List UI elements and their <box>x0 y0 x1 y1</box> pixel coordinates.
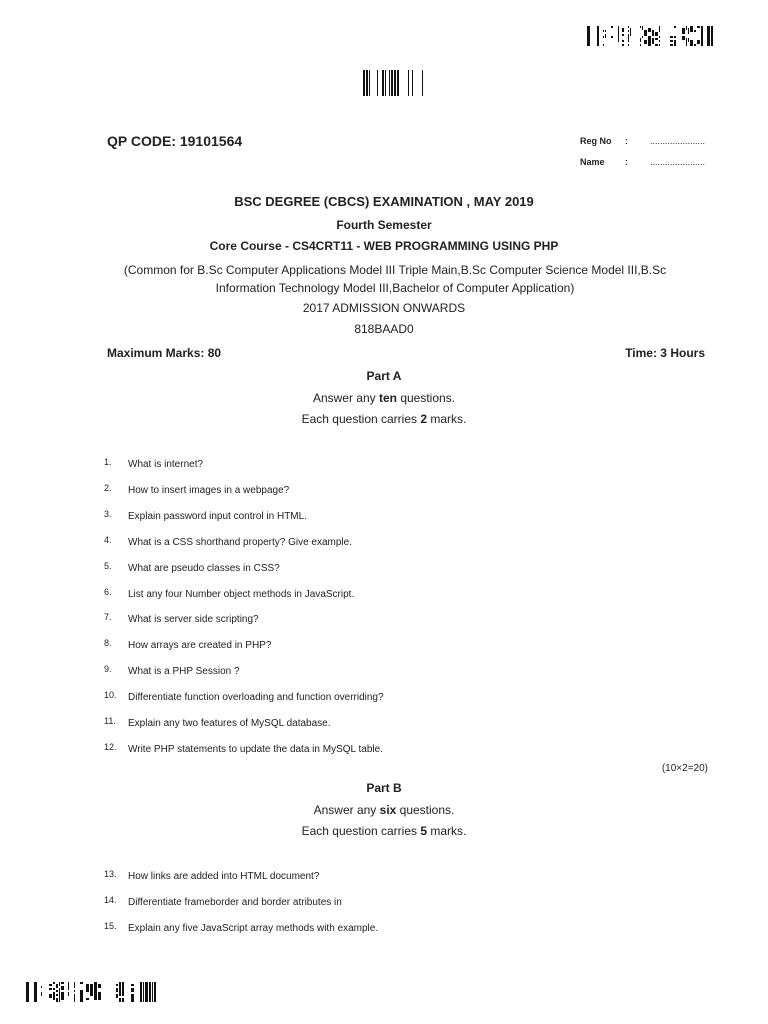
common-note: (Common for B.Sc Computer Applications Model III Triple Main,B.Sc Computer Science Model III,B.Sc Information Technology Model III,Bachelor of Computer Application) <box>123 263 667 295</box>
admission: 2017 ADMISSION ONWARDS <box>302 301 466 315</box>
question-text: How arrays are created in PHP? <box>128 640 272 652</box>
question-number: 15. <box>104 920 117 931</box>
question-text: How links are added into HTML document? <box>128 871 320 882</box>
question-number: 1. <box>104 457 112 467</box>
qp-code: QP CODE: 19101564 <box>107 133 243 149</box>
exam-time: Time: 3 Hours <box>625 346 705 360</box>
question-number: 3. <box>104 508 112 519</box>
max-marks: Maximum Marks: 80 <box>107 346 222 360</box>
name-label: Name <box>580 157 605 167</box>
reg-no-dots: ...................... <box>650 136 706 146</box>
question-text: Differentiate frameborder and border atributes in <box>128 896 342 908</box>
part-b-instruction-2: Each question carries 5 marks. <box>301 824 467 838</box>
question-number: 10. <box>104 690 117 701</box>
question-number: 14. <box>104 894 117 905</box>
question-text: What is a PHP Session ? <box>128 666 240 678</box>
name-colon: : <box>625 157 628 167</box>
barcode-bottom-left <box>26 982 156 1002</box>
question-number: 13. <box>104 869 117 879</box>
semester: Fourth Semester <box>336 218 432 232</box>
barcode-top-right <box>587 26 717 46</box>
question-text: What is internet? <box>128 459 204 470</box>
question-text: What is server side scripting? <box>128 614 259 626</box>
course-title: Core Course - CS4CRT11 - WEB PROGRAMMING USING PHP <box>209 239 559 253</box>
question-number: 9. <box>104 664 112 675</box>
question-number: 11. <box>104 716 116 726</box>
question-number: 2. <box>104 482 112 493</box>
reg-no-colon: : <box>625 136 628 146</box>
part-a-instruction-1: Answer any ten questions. <box>312 391 456 405</box>
question-number: 6. <box>104 586 112 597</box>
question-text: How to insert images in a webpage? <box>128 484 290 496</box>
barcode-top-center <box>353 70 429 96</box>
part-a-heading: Part A <box>366 369 402 383</box>
question-number: 7. <box>104 612 112 623</box>
reg-no-label: Reg No <box>580 136 612 146</box>
question-number: 12. <box>104 741 117 752</box>
part-b-heading: Part B <box>366 781 402 795</box>
question-text: Explain any five JavaScript array methods with example. <box>128 922 379 934</box>
question-number: 5. <box>104 560 112 571</box>
question-text: Explain any two features of MySQL database. <box>128 718 331 729</box>
question-text: Differentiate function overloading and function overriding? <box>128 692 384 704</box>
question-text: What is a CSS shorthand property? Give example. <box>128 536 352 548</box>
question-number: 8. <box>104 638 112 649</box>
question-text: What are pseudo classes in CSS? <box>128 562 280 574</box>
name-dots: ...................... <box>650 157 706 167</box>
question-text: Explain password input control in HTML. <box>128 510 307 522</box>
question-number: 4. <box>104 534 112 545</box>
part-a-instruction-2: Each question carries 2 marks. <box>301 412 467 426</box>
exam-title: BSC DEGREE (CBCS) EXAMINATION , MAY 2019 <box>234 194 534 209</box>
question-text: List any four Number object methods in JavaScript. <box>128 588 355 600</box>
question-text: Write PHP statements to update the data in MySQL table. <box>128 743 383 755</box>
paper-code: 818BAAD0 <box>354 322 414 336</box>
part-b-instruction-1: Answer any six questions. <box>313 803 455 817</box>
part-a-score: (10×2=20) <box>661 763 708 774</box>
